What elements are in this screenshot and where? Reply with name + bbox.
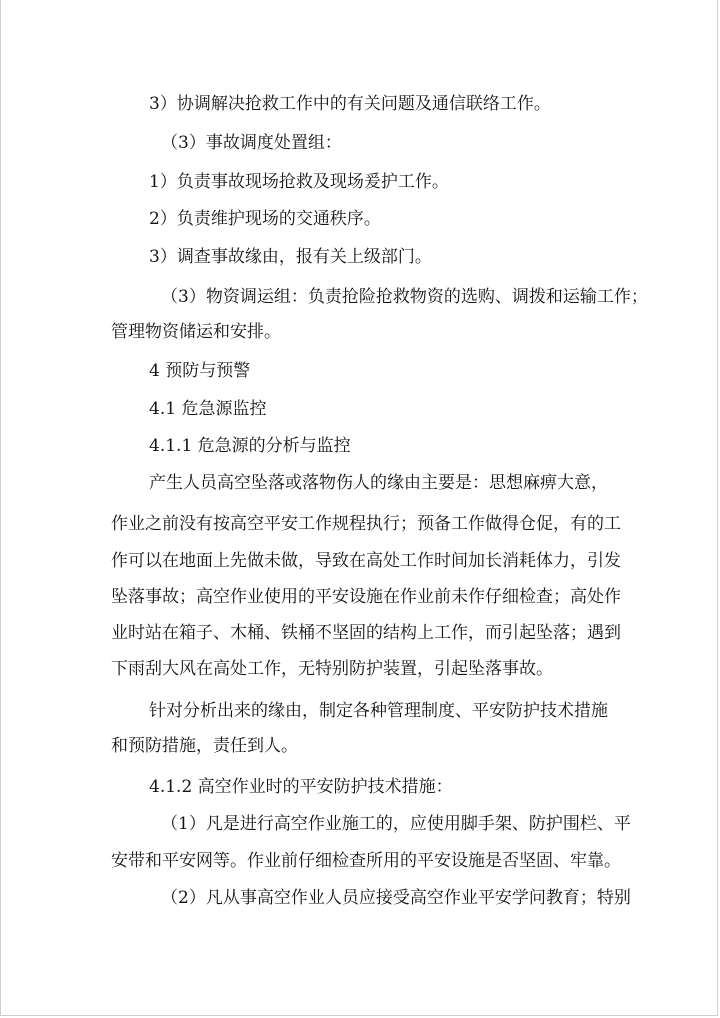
text-line: 1）负责事故现场抢救及现场爰护工作。 xyxy=(149,172,449,192)
text-line: 作业之前没有按高空平安工作规程执行；预备工作做得仓促，有的工 xyxy=(111,514,621,534)
section-heading: 4.1 危急源监控 xyxy=(149,399,267,419)
text-line: 坠落事故；高空作业使用的平安设施在作业前未作仔细检查；高处作 xyxy=(111,587,621,607)
text-line: （2）凡从事高空作业人员应接受高空作业平安学问教育；特别 xyxy=(161,888,631,908)
text-line: 和预防措施，责任到人。 xyxy=(111,736,298,756)
text-line: 针对分析出来的缘由，制定各种管理制度、平安防护技术措施 xyxy=(149,701,608,721)
text-line: 管理物资储运和安排。 xyxy=(111,322,281,342)
text-line: 产生人员高空坠落或落物伤人的缘由主要是：思想麻痹大意， xyxy=(149,473,608,493)
text-line: 3）调查事故缘由，报有关上级部门。 xyxy=(149,247,432,267)
text-line: 2）负责维护现场的交通秩序。 xyxy=(149,209,381,229)
text-line: 安带和平安网等。作业前仔细检查所用的平安设施是否坚固、牢靠。 xyxy=(111,851,621,871)
text-line: 3）协调解决抢救工作中的有关问题及通信联络工作。 xyxy=(149,94,551,114)
section-heading: 4 预防与预警 xyxy=(149,361,251,381)
text-line: 下雨刮大风在高处工作，无特别防护装置，引起坠落事故。 xyxy=(111,659,553,679)
text-line: （3）事故调度处置组： xyxy=(161,133,342,153)
text-line: 业时站在箱子、木桶、铁桶不坚固的结构上工作，而引起坠落；遇到 xyxy=(111,623,621,643)
text-line: （3）物资调运组：负责抢险抢救物资的选购、调拨和运输工作； xyxy=(161,287,648,307)
section-heading: 4.1.2 高空作业时的平安防护技术措施： xyxy=(149,777,453,797)
text-line: 作可以在地面上先做未做，导致在高处工作时间加长消耗体力，引发 xyxy=(111,551,621,571)
text-line: （1）凡是进行高空作业施工的，应使用脚手架、防护围栏、平 xyxy=(161,814,631,834)
section-heading: 4.1.1 危急源的分析与监控 xyxy=(149,436,351,456)
